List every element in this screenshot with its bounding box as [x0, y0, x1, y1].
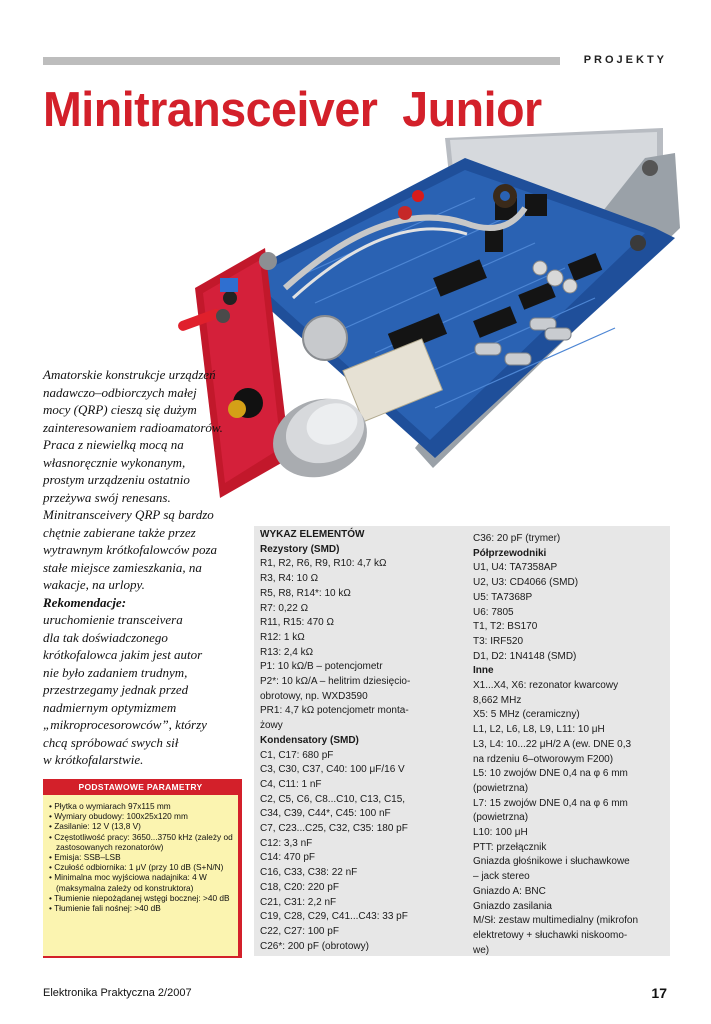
- components-heading: Rezystory (SMD): [260, 543, 340, 555]
- parameter-item: • Częstotliwość pracy: 3650...3750 kHz (zależy od zastosowanych rezonatorów): [49, 832, 234, 852]
- intro-line: Minitransceivery QRP są bardzo: [43, 507, 214, 522]
- parameter-item: • Płytka o wymiarach 97x115 mm: [49, 801, 234, 811]
- intro-line: chętnie zabierane także przez: [43, 524, 196, 540]
- intro-text: [43, 366, 248, 769]
- article-title: Minitransceiver Junior: [43, 83, 542, 137]
- intro-line: zainteresowaniem radioamatorów.: [43, 419, 223, 435]
- component-entry: C12: 3,3 nF: [260, 837, 313, 849]
- page-number: 17: [651, 985, 667, 1001]
- component-entry: (powietrzna): [473, 782, 529, 794]
- intro-line: przeżywa swój renesans.: [43, 489, 171, 505]
- component-entry: L3, L4: 10...22 μH/2 A (ew. DNE 0,3: [473, 738, 632, 750]
- recommend-label: Rekomendacje:: [43, 594, 127, 610]
- intro-line: stałe miejsce zamieszkania, na: [43, 559, 202, 575]
- component-entry: C14: 470 pF: [260, 852, 316, 864]
- parameter-item: • Czułość odbiornika: 1 μV (przy 10 dB (S+N/N): [49, 862, 234, 872]
- parameter-item: • Emisja: SSB–LSB: [49, 852, 234, 862]
- component-entry: C21, C31: 2,2 nF: [260, 896, 337, 908]
- component-entry: M/Sł: zestaw multimedialny (mikrofon: [473, 915, 639, 927]
- component-entry: R12: 1 kΩ: [260, 631, 305, 643]
- components-heading: Inne: [473, 665, 494, 677]
- component-entry: R5, R8, R14*: 10 kΩ: [260, 587, 351, 599]
- component-entry: R3, R4: 10 Ω: [260, 573, 319, 585]
- component-entry: P1: 10 kΩ/B – potencjometr: [260, 661, 383, 673]
- recommend-line: dla tak doświadczonego: [43, 629, 168, 645]
- component-entry: C1, C17: 680 pF: [260, 749, 334, 761]
- component-entry: D1, D2: 1N4148 (SMD): [473, 650, 577, 662]
- component-entry: 8,662 MHz: [473, 694, 522, 706]
- component-entry: C3, C30, C37, C40: 100 μF/16 V: [260, 764, 405, 776]
- header-rule: [43, 57, 560, 65]
- component-entry: C16, C33, C38: 22 nF: [260, 867, 358, 879]
- component-entry: R1, R2, R6, R9, R10: 4,7 kΩ: [260, 558, 387, 570]
- component-entry: Gniazdo zasilania: [473, 900, 552, 912]
- component-entry: U5: TA7368P: [473, 591, 533, 603]
- intro-line: wytrawnym krótkofalowców poza: [43, 542, 218, 557]
- transceiver-photo: [175, 128, 695, 500]
- recommend-line: krótkofalowca jakim jest autor: [43, 647, 203, 662]
- component-entry: T3: IRF520: [473, 635, 524, 647]
- component-entry: U1, U4: TA7358AP: [473, 562, 558, 574]
- components-heading: WYKAZ ELEMENTÓW: [260, 529, 365, 540]
- component-entry: X1...X4, X6: rezonator kwarcowy: [473, 680, 619, 692]
- component-entry: C19, C28, C29, C41...C43: 33 pF: [260, 911, 408, 923]
- component-entry: C18, C20: 220 pF: [260, 881, 339, 893]
- intro-line: prostym urządzeniu ostatnio: [43, 472, 190, 487]
- component-entry: U2, U3: CD4066 (SMD): [473, 577, 579, 589]
- component-entry: PR1: 4,7 kΩ potencjometr monta-: [260, 705, 409, 717]
- footer-magazine: Elektronika Praktyczna 2/2007: [43, 987, 192, 999]
- parameters-box: [43, 779, 242, 958]
- parameter-item: • Tłumienie niepożądanej wstęgi bocznej: >40 dB: [49, 893, 234, 903]
- component-entry: elektretowy + słuchawki niskoomo-: [473, 929, 628, 941]
- component-entry: Gniazdo A: BNC: [473, 885, 546, 897]
- component-entry: R7: 0,22 Ω: [260, 602, 309, 614]
- parameter-item: • Wymiary obudowy: 100x25x120 mm: [49, 811, 234, 821]
- component-entry: Gniazda głośnikowe i słuchawkowe: [473, 856, 630, 868]
- intro-line: nadawczo–odbiorczych małej: [43, 384, 197, 400]
- parameter-item: • Minimalna moc wyjściowa nadajnika: 4 W (maksymalna zależy od konstruktora): [49, 872, 234, 892]
- component-entry: C26*: 200 pF (obrotowy): [260, 940, 369, 952]
- component-entry: we): [473, 944, 490, 956]
- component-entry: żowy: [260, 720, 283, 732]
- component-entry: C22, C27: 100 pF: [260, 925, 339, 937]
- component-entry: L1, L2, L6, L8, L9, L11: 10 μH: [473, 724, 605, 736]
- parameter-item: • Tłumienie fali nośnej: >40 dB: [49, 903, 234, 913]
- parameters-title: PODSTAWOWE PARAMETRY: [43, 779, 238, 795]
- component-entry: T1, T2: BS170: [473, 621, 538, 633]
- intro-line: mocy (QRP) cieszą się dużym: [43, 402, 197, 417]
- component-entry: C7, C23...C25, C32, C35: 180 pF: [260, 823, 408, 835]
- components-list-box: [254, 526, 670, 956]
- recommend-line: uruchomienie transceivera: [43, 612, 183, 627]
- intro-line: Praca z niewielką mocą na: [43, 437, 184, 452]
- intro-line: własnoręcznie wykonanym,: [43, 454, 186, 470]
- component-entry: R13: 2,4 kΩ: [260, 646, 314, 658]
- component-entry: na rdzeniu 6–otworowym F200): [473, 753, 614, 765]
- component-entry: L5: 10 zwojów DNE 0,4 na φ 6 mm: [473, 768, 628, 780]
- components-column-left: [260, 528, 460, 954]
- parameter-item: • Zasilanie: 12 V (13,8 V): [49, 821, 234, 831]
- component-entry: X5: 5 MHz (ceramiczny): [473, 709, 580, 721]
- component-entry: (powietrzna): [473, 812, 529, 824]
- recommend-line: w krótkofalarstwie.: [43, 752, 144, 767]
- section-label: PROJEKTY: [583, 54, 667, 66]
- component-entry: C2, C5, C6, C8...C10, C13, C15,: [260, 793, 406, 805]
- component-entry: C4, C11: 1 nF: [260, 778, 322, 790]
- components-column-right: [473, 532, 669, 958]
- recommend-line: chcą spróbować swych sił: [43, 734, 179, 750]
- component-entry: PTT: przełącznik: [473, 841, 547, 853]
- recommend-line: przestrzegamy jednak przed: [43, 682, 189, 697]
- intro-line: Amatorskie konstrukcje urządzeń: [43, 367, 216, 382]
- recommend-line: nadmiernym optymizmem: [43, 699, 177, 715]
- component-entry: U6: 7805: [473, 606, 514, 618]
- component-entry: L7: 15 zwojów DNE 0,4 na φ 6 mm: [473, 797, 628, 809]
- recommend-line: „mikroprocesorowców”, którzy: [43, 717, 207, 732]
- component-entry: R11, R15: 470 Ω: [260, 617, 334, 629]
- component-entry: C34, C39, C44*, C45: 100 nF: [260, 808, 391, 820]
- component-entry: L10: 100 μH: [473, 827, 528, 839]
- component-entry: C36: 20 pF (trymer): [473, 533, 561, 544]
- components-heading: Kondensatory (SMD): [260, 734, 359, 746]
- parameters-list: [43, 795, 238, 913]
- intro-line: wakacje, na urlopy.: [43, 577, 145, 592]
- component-entry: obrotowy, np. WXD3590: [260, 690, 368, 702]
- components-heading: Półprzewodniki: [473, 547, 547, 559]
- component-entry: P2*: 10 kΩ/A – helitrim dziesięcio-: [260, 676, 411, 688]
- recommend-line: nie było zadaniem trudnym,: [43, 664, 188, 680]
- component-entry: – jack stereo: [473, 871, 530, 883]
